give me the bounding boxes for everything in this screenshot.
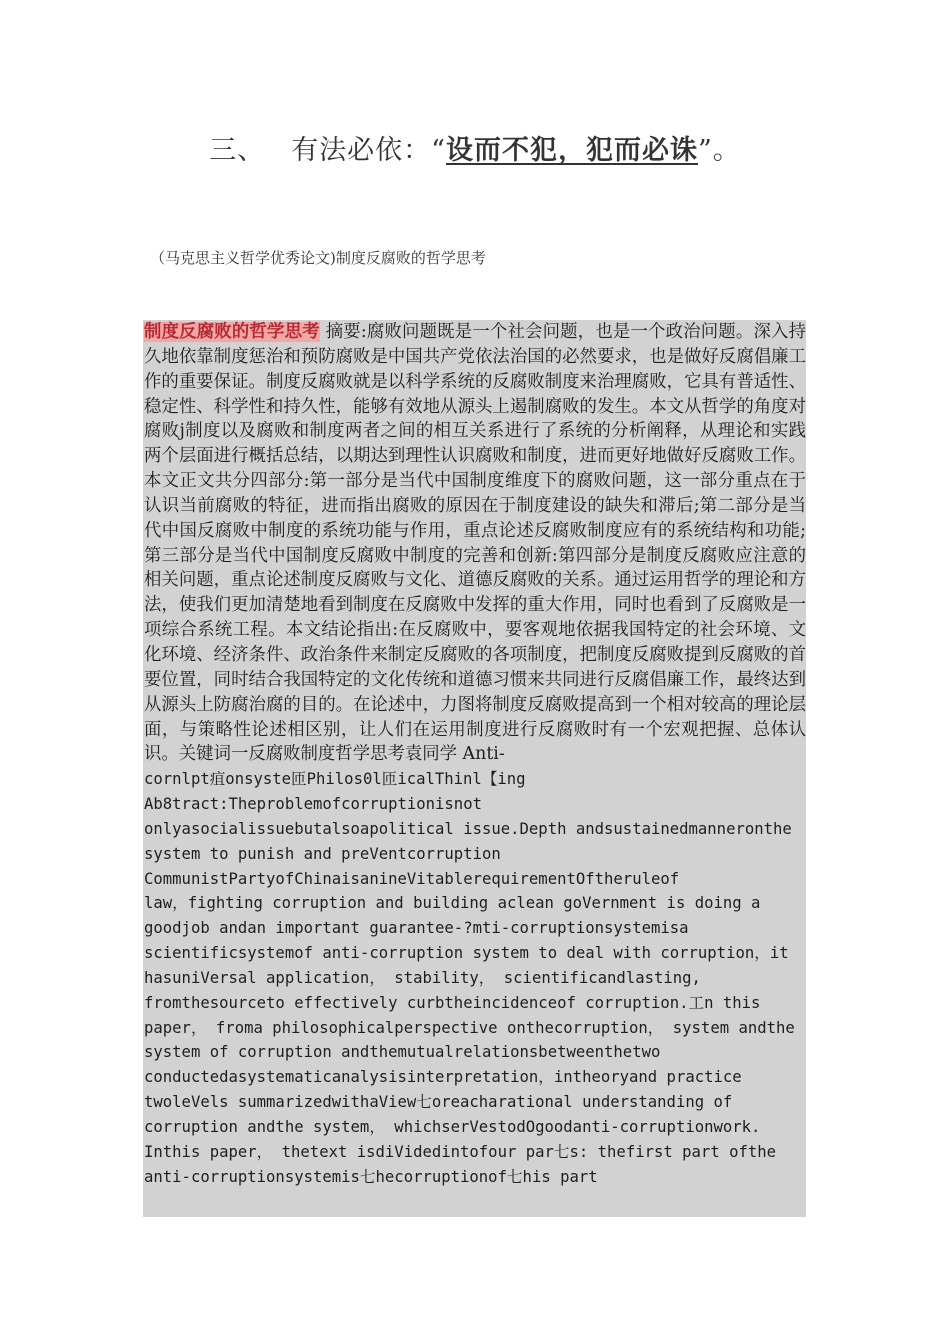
section-number: 三、 bbox=[209, 135, 266, 166]
heading-prefix: 有法必依：“ bbox=[291, 135, 446, 166]
english-line: CommunistPartyofChinaisanineVitablerequirementOftheruleof bbox=[144, 869, 680, 888]
heading-suffix: ”。 bbox=[698, 135, 741, 166]
chinese-abstract-text: 摘要:腐败问题既是一个社会问题，也是一个政治问题。深入持久地依靠制度惩治和预防腐败是中国共产党依法治国的必然要求，也是做好反腐倡廉工作的重要保证。制度反腐败就是以科学系统的反腐败制度来治理腐败，它具有普适性、稳定性、科学性和持久性，能够有效地从源头上遏制腐败的发生。本文从哲学的角度对腐败j制度以及腐败和制度两者之间的相互关系进行了系统的分析阐释，从理论和实践两个层面进行概括总结，以期达到理性认识腐败和制度，进而更好地做好反腐败工作。本文正文共分四部分:第一部分是当代中国制度维度下的腐败问题，这一部分重点在于认识当前腐败的特征，进而指出腐败的原因在于制度建设的缺失和滞后;第二部分是当代中国反腐败中制度的系统功能与作用，重点论述反腐败制度应有的系统结构和功能;第三部分是当代中国制度反腐败中制度的完善和创新:第四部分是制度反腐败应注意的相关问题，重点论述制度反腐败与文化、道德反腐败的关系。通过运用哲学的理论和方法，使我们更加清楚地看到制度在反腐败中发挥的重大作用，同时也看到了反腐败是一项综合系统工程。本文结论指出:在反腐败中，要客观地依据我国特定的社会环境、文化环境、经济条件、政治条件来制定反腐败的各项制度，把制度反腐败提到反腐败的首要位置，同时结合我国特定的文化传统和道德习惯来共同进行反腐倡廉工作，最终达到从源头上防腐治腐的目的。在论述中，力图将制度反腐败提高到一个相对较高的理论层面，与策略性论述相区别，让人们在运用制度进行反腐败时有一个宏观把握、总体认识。关键词一反腐败制度哲学思考袁同学 Anti- bbox=[144, 322, 806, 765]
english-line: paper， froma philosophicalperspective onthecorruption， system andthe bbox=[144, 1018, 795, 1037]
heading-quote: 设而不犯，犯而必诛 bbox=[446, 135, 698, 166]
chinese-abstract bbox=[143, 320, 806, 767]
english-line: conductedasystematicanalysisinterpretation，intheoryand practice bbox=[144, 1068, 742, 1087]
article-subtitle: （马克思主义哲学优秀论文)制度反腐败的哲学思考 bbox=[150, 249, 486, 267]
english-line: onlyasocialissuebutalsoapolitical issue.Depth andsustainedmanneronthe bbox=[144, 819, 792, 838]
english-line: Inthis paper， thetext isdiVidedintofour par七s: thefirst part ofthe bbox=[144, 1142, 777, 1161]
english-line: goodjob andan important guarantee-?mti-corruptionsystemisa bbox=[144, 919, 689, 938]
english-line: system to punish and preVentcorruption bbox=[144, 844, 501, 863]
english-line: twoleVels summarizedwithaView七oreacharational understanding of bbox=[144, 1093, 733, 1112]
english-line: fromthesourceto effectively curbtheincidenceof corruption.工n this bbox=[144, 993, 761, 1012]
abstract-block bbox=[143, 320, 806, 1217]
english-line: cornlpt疽onsyste匝Philos0l匝icalThinl【ing bbox=[144, 770, 526, 789]
english-line: Ab8tract:Theproblemofcorruptionisnot bbox=[144, 795, 482, 814]
english-line: law，fighting corruption and building aclean goVernment is doing a bbox=[144, 894, 761, 913]
english-line: anti-corruptionsystemis七hecorruptionof七his part bbox=[144, 1167, 598, 1186]
section-heading bbox=[0, 128, 950, 167]
highlighted-title: 制度反腐败的哲学思考 bbox=[144, 322, 320, 342]
english-abstract bbox=[143, 767, 806, 1189]
english-line: hasuniVersal application， stability， scientificandlasting, bbox=[144, 968, 701, 987]
english-line: corruption andthe system， whichserVestodOgoodanti-corruptionwork. bbox=[144, 1118, 761, 1136]
english-line: scientificsystemof anti-corruption system to deal with corruption，it bbox=[144, 944, 789, 963]
english-line: system of corruption andthemutualrelationsbetweenthetwo bbox=[144, 1043, 661, 1062]
